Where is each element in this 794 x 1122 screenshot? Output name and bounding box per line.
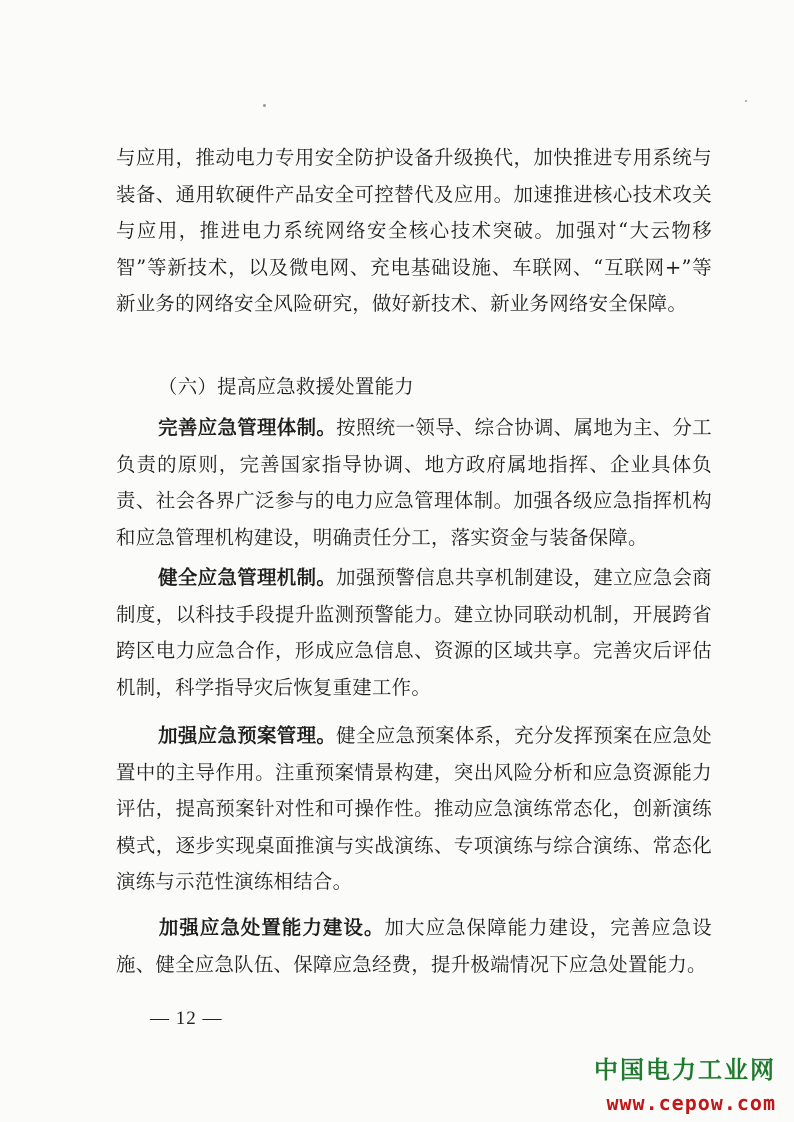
paragraph-emergency-system [116, 410, 712, 556]
watermark [594, 1050, 776, 1115]
paragraph-lead: 加强应急处置能力建设。 [158, 916, 385, 939]
watermark-url: www.cepow.com [606, 1091, 776, 1115]
paragraph-lead: 健全应急管理机制。 [158, 566, 337, 589]
paragraph-lead: 加强应急预案管理。 [158, 724, 337, 747]
paragraph-lead: 完善应急管理体制。 [158, 416, 337, 439]
paragraph-text: 与应用，推动电力专用安全防护设备升级换代，加快推进专用系统与装备、通用软硬件产品安全可控替代及应用。加速推进核心技术攻关与应用，推进电力系统网络安全核心技术突破。加强对“大云物移智”等新技术，以及微电网、充电基础设施、车联网、“互联网+”等新业务的网络安全风险研究，做好新技术、新业务网络安全保障。 [116, 146, 712, 316]
scan-speck [263, 104, 266, 107]
paragraph-emergency-mechanism [116, 560, 712, 706]
section-heading: （六）提高应急救援处置能力 [158, 375, 414, 398]
paragraph-emergency-capacity [116, 910, 712, 983]
paragraph-tech-security [116, 140, 712, 323]
watermark-title: 中国电力工业网 [594, 1056, 776, 1084]
page-number: — 12 — [150, 1008, 223, 1029]
paragraph-text: 健全应急预案体系，充分发挥预案在应急处置中的主导作用。注重预案情景构建，突出风险分析和应急资源能力评估，提高预案针对性和可操作性。推动应急演练常态化，创新演练模式，逐步实现桌面推演与实战演练、专项演练与综合演练、常态化演练与示范性演练相结合。 [116, 724, 713, 894]
paragraph-emergency-plan [116, 718, 712, 901]
paragraph-text: 按照统一领导、综合协调、属地为主、分工负责的原则，完善国家指导协调、地方政府属地指挥、企业具体负责、社会各界广泛参与的电力应急管理体制。加强各级应急指挥机构和应急管理机构建设，明确责任分工，落实资金与装备保障。 [116, 416, 713, 549]
scan-speck [745, 100, 747, 102]
paragraph-text: 加大应急保障能力建设，完善应急设施、健全应急队伍、保障应急经费，提升极端情况下应急处置能力。 [116, 916, 712, 976]
paragraph-text: 加强预警信息共享机制建设，建立应急会商制度，以科技手段提升监测预警能力。建立协同联动机制，开展跨省跨区电力应急合作，形成应急信息、资源的区域共享。完善灾后评估机制，科学指导灾后恢复重建工作。 [116, 566, 713, 699]
